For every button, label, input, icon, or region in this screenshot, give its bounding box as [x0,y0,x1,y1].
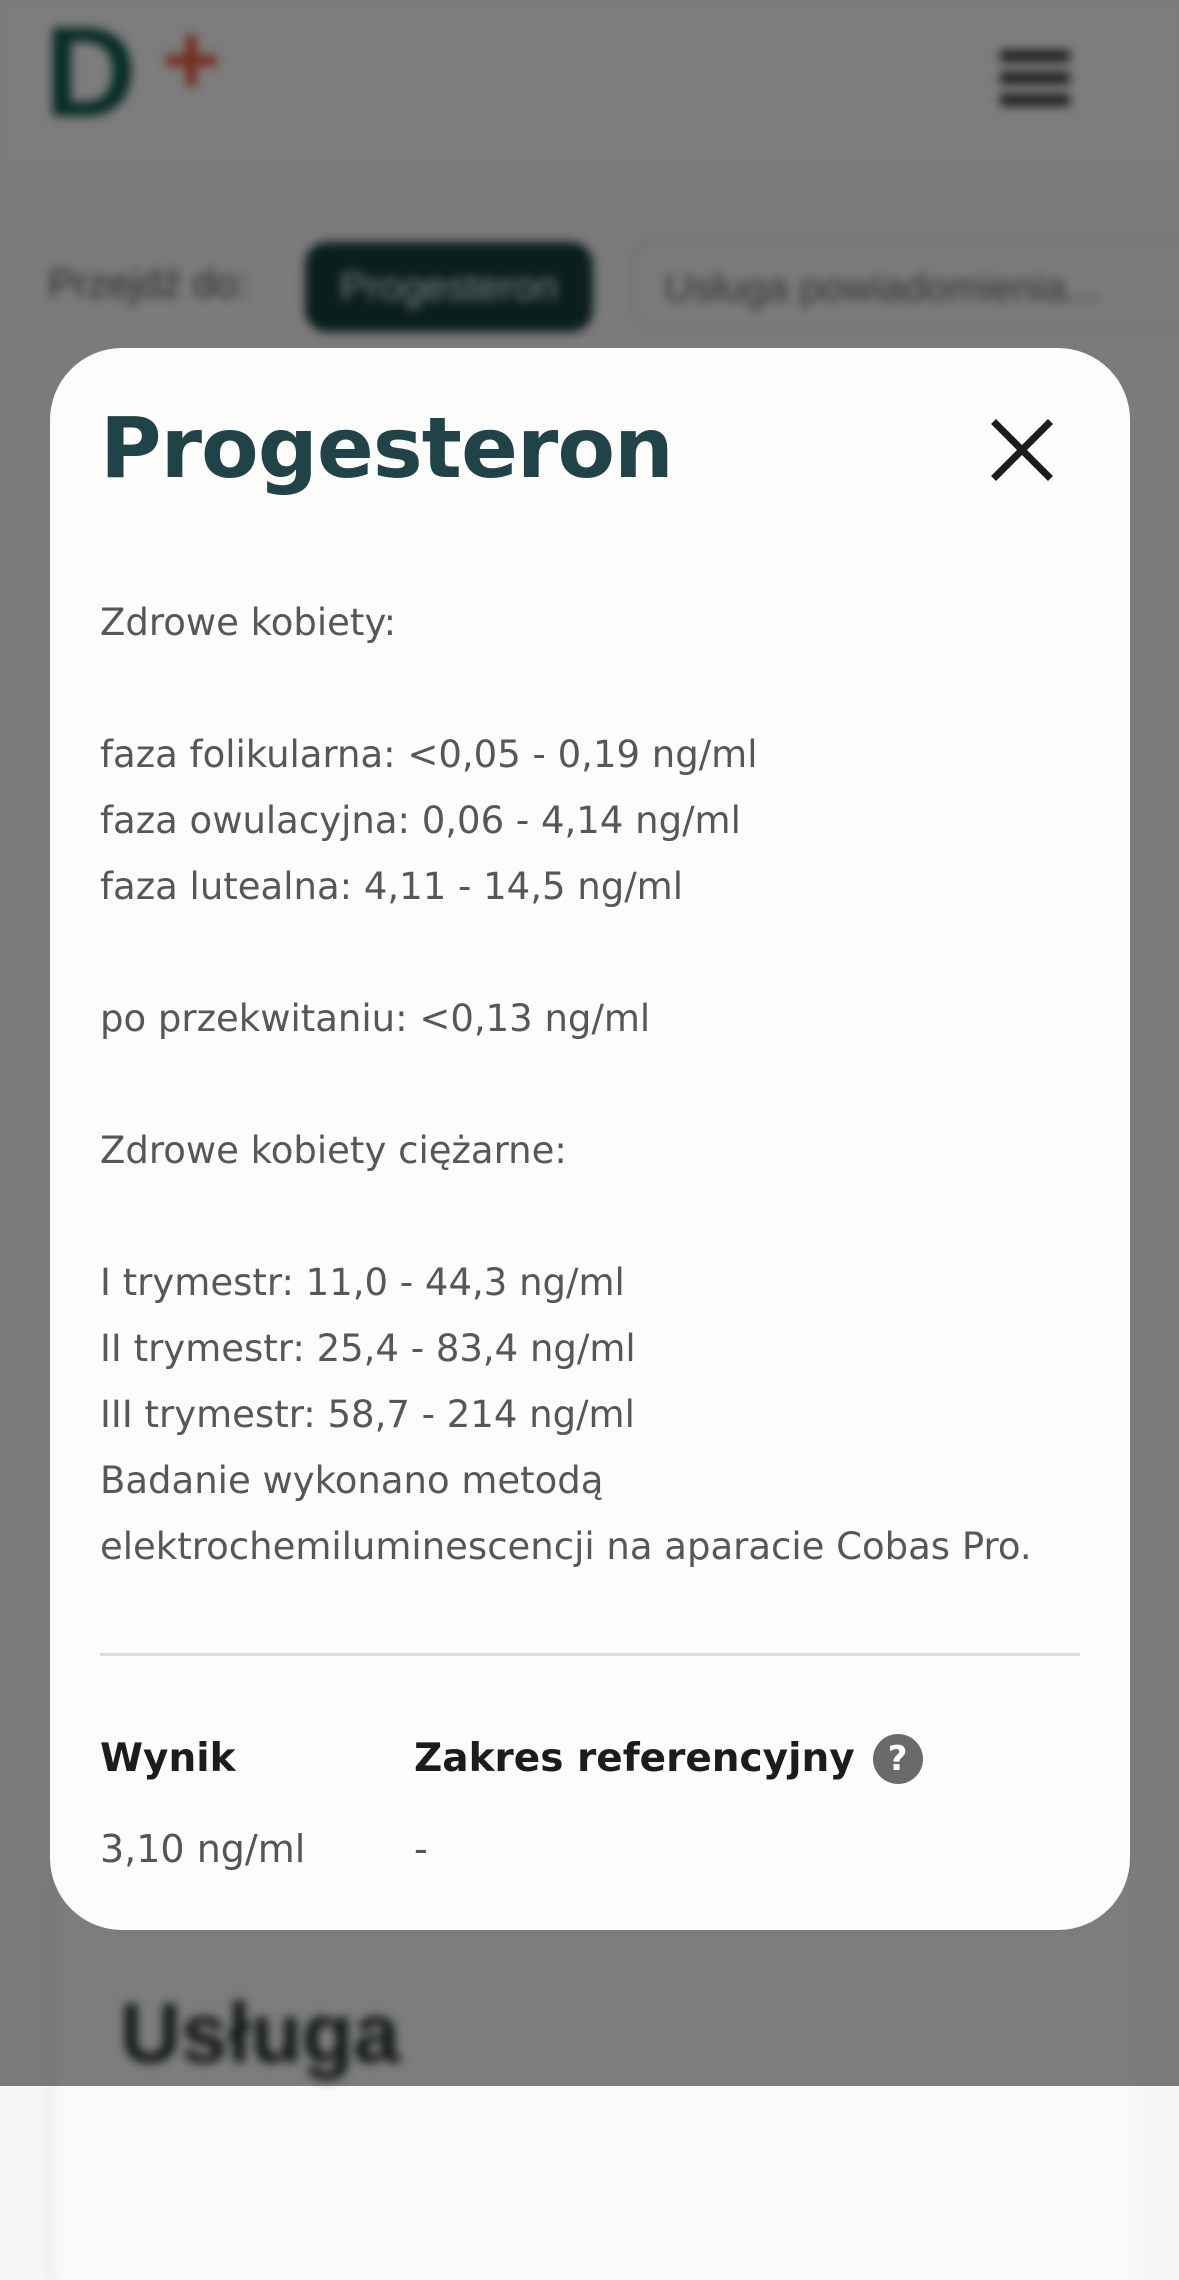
description-line: II trymestr: 25,4 - 83,4 ng/ml [100,1327,636,1370]
description-spacer [100,1184,1100,1250]
description-spacer [100,1052,1100,1118]
result-value: 3,10 ng/ml [100,1827,306,1871]
close-button[interactable] [982,410,1062,490]
description-line: Zdrowe kobiety ciężarne: [100,1129,567,1172]
description-line: Badanie wykonano metodą [100,1459,604,1502]
result-details-modal [50,348,1130,1930]
description-line: po przekwitaniu: <0,13 ng/ml [100,997,651,1040]
reference-range-label: Zakres referencyjny [414,1736,855,1781]
description-spacer [100,920,1100,986]
description-line: elektrochemiluminescencji na aparacie Cobas Pro. [100,1525,1032,1568]
reference-range-value: - [414,1827,428,1871]
description-line: Zdrowe kobiety: [100,601,397,644]
section-divider [100,1653,1080,1656]
description-line: faza lutealna: 4,11 - 14,5 ng/ml [100,865,683,908]
description-line: faza folikularna: <0,05 - 0,19 ng/ml [100,733,758,776]
description-spacer [100,656,1100,722]
question-circle-icon[interactable]: ? [873,1734,923,1784]
result-header: Wynik [100,1736,236,1781]
description-line: III trymestr: 58,7 - 214 ng/ml [100,1393,635,1436]
description-line: faza owulacyjna: 0,06 - 4,14 ng/ml [100,799,741,842]
reference-description [100,590,1100,1580]
reference-range-header [414,1734,923,1784]
modal-title: Progesteron [100,399,673,497]
close-icon [982,410,1062,490]
description-line: I trymestr: 11,0 - 44,3 ng/ml [100,1261,625,1304]
